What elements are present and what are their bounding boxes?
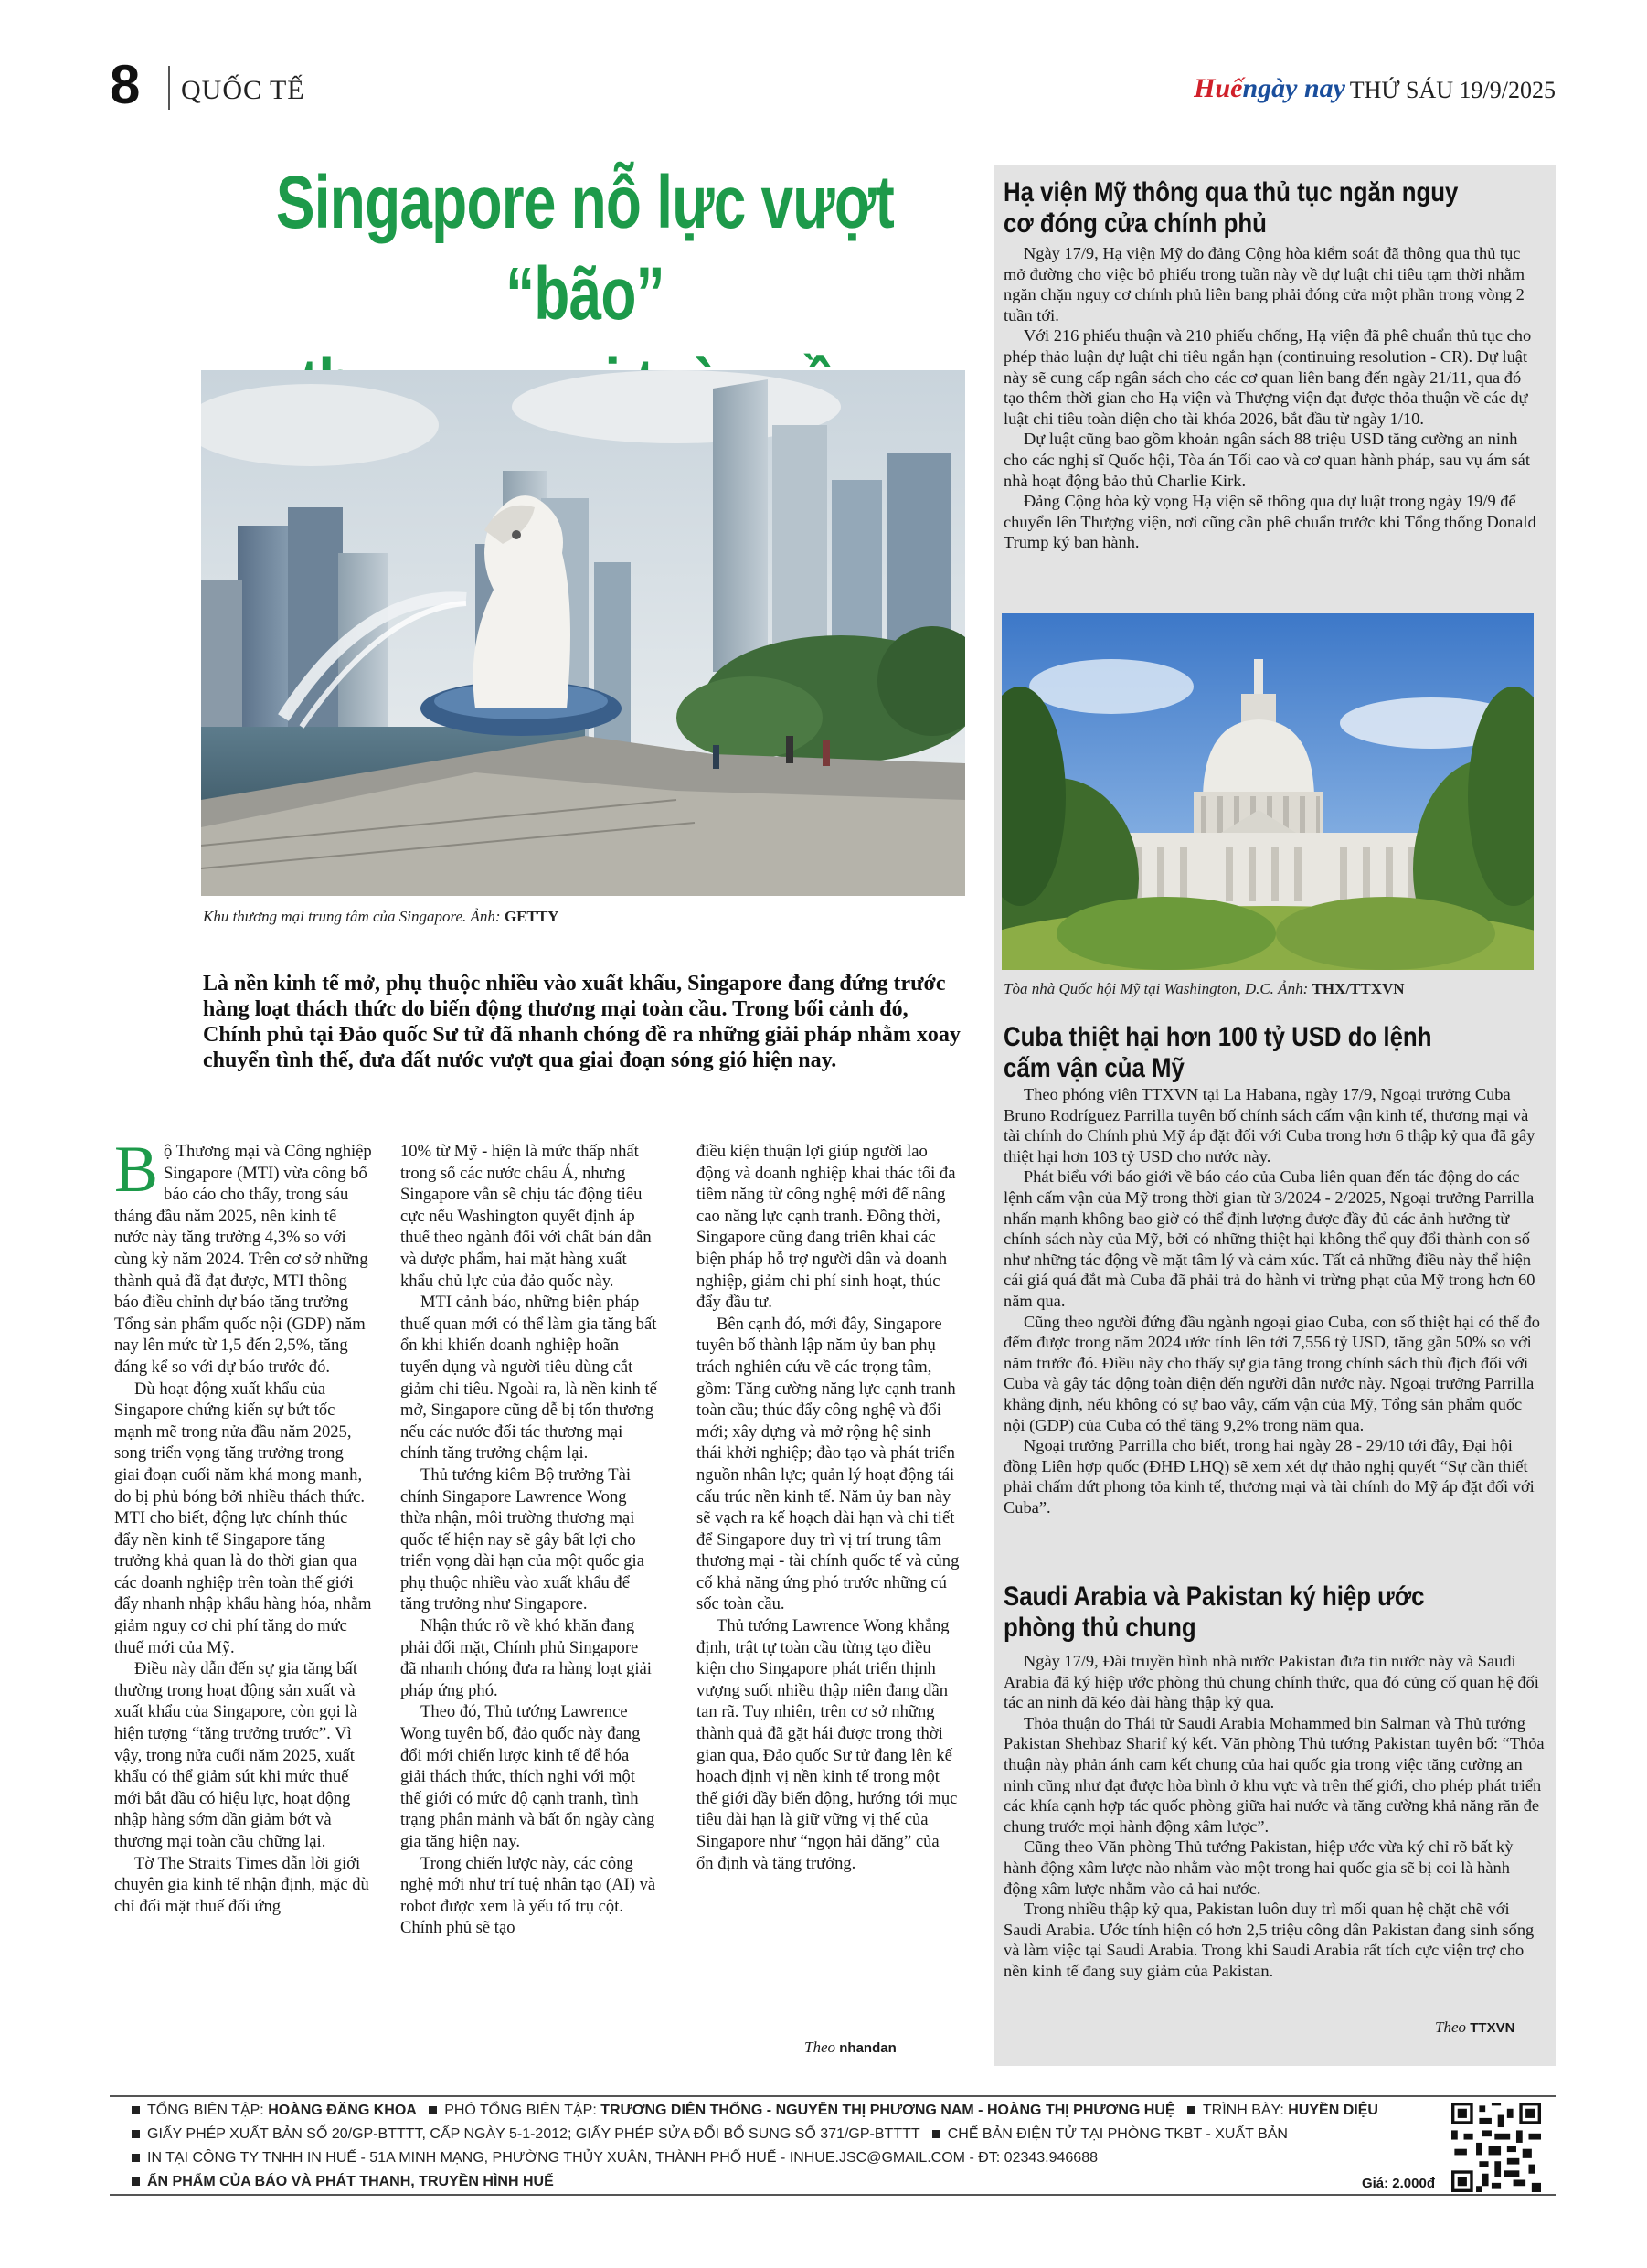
paragraph: Ngoại trưởng Parrilla cho biết, trong hai ngày 28 - 29/10 tới đây, Đại hội đồng Liên hợp quốc (ĐHĐ LHQ) sẽ xem xét dự thảo nghị quyết “Sự cần thiết phải chấm dứt phong tỏa kinh tế, thương mại và tài chính do Mỹ áp đặt đối với Cuba”.	[1004, 1436, 1535, 1517]
paragraph: Cũng theo người đứng đầu ngành ngoại giao Cuba, con số thiệt hại có thể đo đếm được trong năm 2024 ước tính lên tới 7,556 tỷ USD, tăng gần 50% so với năm trước đó. Điều này cho thấy sự gia tăng trong chính sách thù địch đối với Cuba và gây tác động toàn diện đến người dân nước này. Ngoại trưởng Parrilla khẳng định, nếu không có sự bao vây, cấm vận của Mỹ, Tổng sản phẩm quốc nội (GDP) của Cuba có thể tăng 9,2% trong năm qua.	[1004, 1312, 1540, 1434]
merlion-skyline-illustration	[201, 370, 965, 896]
bullet-square-icon	[932, 2130, 940, 2138]
paragraph: Điều này dẫn đến sự gia tăng bất thường trong hoạt động sản xuất và xuất khẩu của Singapore, còn gọi là hiện tượng “tăng trưởng trước”. Vì vậy, trong nửa cuối năm 2025, xuất khẩu có thể giảm sút khi mức thuế mới bắt đầu có hiệu lực, hoạt động nhập hàng sớm dần giảm bớt và thương mại toàn cầu chững lại.	[114, 1659, 357, 1851]
sidebar-byline-prefix: Theo	[1435, 2018, 1471, 2036]
footer-row-license	[132, 2126, 1288, 2143]
drop-cap: B	[114, 1133, 159, 1206]
paragraph: Thỏa thuận do Thái tử Saudi Arabia Mohammed bin Salman và Thủ tướng Pakistan Shehbaz Sharif ký kết. Văn phòng Thủ tướng Pakistan tuyên bố: “Thỏa thuận này phản ánh cam kết chung của hai quốc gia trong việc tăng cường an ninh cũng như đạt được hòa bình ở khu vực và trên thế giới, cho phép phát triển các khía cạnh hợp tác quốc phòng giữa hai nước và tăng cường khả năng răn đe chung trước mọi hành động xâm lược”.	[1004, 1713, 1545, 1836]
story-3-headline: Saudi Arabia và Pakistan ký hiệp ước phòng thủ chung	[1004, 1581, 1425, 1643]
layout-label: TRÌNH BÀY:	[1202, 2103, 1284, 2118]
bullet-square-icon	[429, 2106, 437, 2114]
license-text: GIẤY PHÉP XUẤT BẢN SỐ 20/GP-BTTTT, CẤP NGÀY 5-1-2012; GIẤY PHÉP SỬA ĐỔI BỔ SUNG SỐ 371/GP-BTTTT	[147, 2126, 920, 2142]
sidebar-byline	[1435, 2018, 1514, 2037]
article-byline	[804, 2039, 897, 2057]
deputy-names: TRƯƠNG DIÊN THỐNG - NGUYỄN THỊ PHƯƠNG NAM - HOÀNG THỊ PHƯƠNG HUỆ	[600, 2103, 1175, 2118]
page-header	[102, 54, 1556, 115]
paragraph	[114, 1133, 372, 1379]
paragraph: 10% từ Mỹ - hiện là mức thấp nhất trong số các nước châu Á, nhưng Singapore vẫn sẽ chịu tác động tiêu cực nếu Washington quyết định áp thuế theo ngành đối với chất bán dẫn và dược phẩm, hai mặt hàng xuất khẩu chủ lực của đảo quốc này.	[400, 1142, 652, 1291]
paragraph: Đảng Cộng hòa kỳ vọng Hạ viện sẽ thông qua dự luật trong ngày 19/9 để chuyển lên Thượng viện, nơi cũng cần phê chuẩn trước khi Tổng thống Donald Trump ký ban hành.	[1004, 492, 1536, 552]
editor-name: HOÀNG ĐĂNG KHOA	[268, 2103, 417, 2118]
story-1-body	[1004, 243, 1545, 553]
bullet-square-icon	[132, 2154, 140, 2162]
main-photo-caption	[203, 908, 558, 926]
bullet-square-icon	[1187, 2106, 1195, 2114]
publisher-text: ẤN PHẨM CỦA BÁO VÀ PHÁT THANH, TRUYỀN HÌNH HUẾ	[147, 2174, 554, 2189]
logo-part-a: Huế	[1194, 73, 1243, 103]
article-column-2	[400, 1141, 658, 1939]
paragraph: Theo đó, Thủ tướng Lawrence Wong tuyên bố, đảo quốc này đang đổi mới chiến lược kinh tế để hóa giải thách thức, thích nghi với một thế giới có mức độ cạnh tranh, tình trạng phân mảnh và bất ổn ngày càng gia tăng hiện nay.	[400, 1702, 655, 1851]
paragraph: Thủ tướng Lawrence Wong khẳng định, trật tự toàn cầu từng tạo điều kiện cho Singapore phát triển thịnh vượng suốt nhiều thập niên đang dần tan rã. Tuy nhiên, trên cơ sở những thành quả đã gặt hái được trong thời gian qua, Đảo quốc Sư tử đang lên kế hoạch định vị nền kinh tế trong một thế giới đầy biến động, hướng tới mục tiêu dài hạn là giữ vững vị thế của Singapore như “ngọn hải đăng” của ổn định và tăng trưởng.	[696, 1616, 958, 1873]
footer-row-editors	[132, 2103, 1378, 2119]
main-photo-caption-text: Khu thương mại trung tâm của Singapore. Ảnh:	[203, 908, 505, 925]
story-2-headline: Cuba thiệt hại hơn 100 tỷ USD do lệnh cấm vận của Mỹ	[1004, 1022, 1432, 1083]
print-method-text: CHẾ BẢN ĐIỆN TỬ TẠI PHÒNG TKBT - XUẤT BẢN	[947, 2126, 1288, 2142]
sidebar-byline-source: TTXVN	[1470, 2020, 1515, 2036]
paragraph: Trong chiến lược này, các công nghệ mới như trí tuệ nhân tạo (AI) và robot được xem là yếu tố trụ cột. Chính phủ sẽ tạo	[400, 1853, 656, 1938]
paragraph: Ngày 17/9, Đài truyền hình nhà nước Pakistan đưa tin nước này và Saudi Arabia đã ký hiệp ước phòng thủ chung chính thức, qua đó củng cố quan hệ đối tác an ninh đã kéo dài hàng thập kỷ qua.	[1004, 1652, 1539, 1712]
page-number: 8	[110, 54, 141, 115]
headline-line-1: Singapore nỗ lực vượt “bão”	[275, 161, 895, 335]
paragraph: Theo phóng viên TTXVN tại La Habana, ngày 17/9, Ngoại trưởng Cuba Bruno Rodríguez Parrilla tuyên bố chính sách cấm vận kinh tế, thương mại và tài chính do Chính phủ Mỹ áp đặt đối với Cuba trong hơn 6 thập kỷ qua đã gây thiệt hại hơn 103 tỷ USD cho nước này.	[1004, 1085, 1535, 1166]
paragraph: Phát biểu với báo giới về báo cáo của Cuba liên quan đến tác động do các lệnh cấm vận của Mỹ trong thời gian từ 3/2024 - 2/2025, Ngoại trưởng Parrilla nhấn mạnh không bao giờ có thể định lượng được đầy đủ các ảnh hưởng từ chính sách này của Mỹ, bởi có những thiệt hại không thể quy đổi thành con số như những tác động về mặt tâm lý và cảm xúc. Tất cả những điều này thể hiện cái giá quá đắt mà Cuba đã phải trả do hành vi trừng phạt của Mỹ trong hơn 60 năm qua.	[1004, 1167, 1535, 1310]
article-column-1	[114, 1133, 372, 1917]
paragraph: Dù hoạt động xuất khẩu của Singapore chứng kiến sự bứt tốc mạnh mẽ trong nửa đầu năm 2025, song triển vọng tăng trưởng trong giai đoạn cuối năm khá mong manh, do bị phủ bóng bởi nhiều thách thức. MTI cho biết, động lực chính thúc đẩy nền kinh tế Singapore tăng trưởng khả quan là do thời gian qua các doanh nghiệp trên toàn thế giới đẩy nhanh nhập khẩu hàng hóa, nhằm giảm nguy cơ chi phí tăng do mức thuế mới của Mỹ.	[114, 1379, 372, 1657]
bullet-square-icon	[132, 2177, 140, 2186]
story-2-body	[1004, 1084, 1545, 1517]
paragraph: Trong nhiều thập kỷ qua, Pakistan luôn duy trì mối quan hệ chặt chẽ với Saudi Arabia. Ước tính hiện có hơn 2,5 triệu công dân Pakistan đang sinh sống và làm việc tại Saudi Arabia. Trong khi Saudi Arabia rất tích cực viện trợ cho nền kinh tế đang suy giảm của Pakistan.	[1004, 1900, 1535, 1980]
price-label: Giá: 2.000đ	[1361, 2176, 1435, 2191]
capitol-photo-caption	[1004, 980, 1405, 998]
byline-prefix: Theo	[804, 2039, 840, 2056]
main-photo-credit: GETTY	[504, 908, 559, 925]
capitol-building-illustration	[1002, 613, 1534, 970]
article-column-3	[696, 1141, 960, 1874]
capitol-photo-credit: THX/TTXVN	[1312, 980, 1405, 997]
paragraph: Với 216 phiếu thuận và 210 phiếu chống, Hạ viện đã phê chuẩn thủ tục cho phép thảo luận dự luật chi tiêu ngắn hạn (continuing resolution - CR). Dự luật này sẽ cung cấp ngân sách cho các cơ quan liên bang đến ngày 21/11, qua đó tạo thêm thời gian cho Hạ viện và Thượng viện đạt được thỏa thuận về các dự luật chi tiêu toàn diện cho tài khóa 2026, bắt đầu từ ngày 1/10.	[1004, 326, 1532, 428]
newspaper-logo	[1194, 73, 1345, 104]
section-name: QUỐC TẾ	[181, 75, 305, 105]
singapore-photo	[201, 370, 965, 896]
header-divider	[168, 66, 170, 110]
editor-label: TỔNG BIÊN TẬP:	[147, 2103, 264, 2118]
qr-code-icon[interactable]	[1451, 2103, 1541, 2192]
paragraph: Dự luật cũng bao gồm khoản ngân sách 88 triệu USD tăng cường an ninh cho các nghị sĩ Quốc hội, Tòa án Tối cao và cơ quan hành pháp, sau vụ ám sát nhà hoạt động bảo thủ Charlie Kirk.	[1004, 430, 1530, 490]
story-1-headline: Hạ viện Mỹ thông qua thủ tục ngăn nguy cơ đóng cửa chính phủ	[1004, 177, 1459, 239]
bullet-square-icon	[132, 2130, 140, 2138]
layout-name: HUYỀN DIỆU	[1288, 2103, 1378, 2118]
capitol-caption-text: Tòa nhà Quốc hội Mỹ tại Washington, D.C. Ảnh:	[1004, 980, 1312, 997]
paragraph-text: ộ Thương mại và Công nghiệp Singapore (MTI) vừa công bố báo cáo cho thấy, trong sáu tháng đầu năm 2025, nền kinh tế nước này tăng trưởng 4,3% so với cùng kỳ năm 2024. Trên cơ sở những thành quả đã đạt được, MTI thông báo điều chỉnh dự báo tăng trưởng Tổng sản phẩm quốc nội (GDP) năm nay lên mức từ 1,5 đến 2,5%, tăng đáng kể so với dự báo trước đó.	[114, 1142, 372, 1377]
paragraph: Thủ tướng kiêm Bộ trưởng Tài chính Singapore Lawrence Wong thừa nhận, môi trường thương mại quốc tế hiện nay sẽ gây bất lợi cho triển vọng dài hạn của một quốc gia phụ thuộc nhiều vào xuất khẩu để tăng trưởng như Singapore.	[400, 1464, 644, 1614]
masthead-footer	[110, 2095, 1556, 2196]
paragraph: Cũng theo Văn phòng Thủ tướng Pakistan, hiệp ước vừa ký chỉ rõ bất kỳ hành động xâm lược nào nhằm vào một trong hai quốc gia sẽ bị coi là hành động xâm lược nhằm vào cả hai nước.	[1004, 1837, 1514, 1898]
article-lead: Là nền kinh tế mở, phụ thuộc nhiều vào xuất khẩu, Singapore đang đứng trước hàng loạt thách thức do biến động thương mại toàn cầu. Trong bối cảnh đó, Chính phủ tại Đảo quốc Sư tử đã nhanh chóng đề ra những giải pháp nhằm xoay chuyển tình thế, đưa đất nước vượt qua giai đoạn sóng gió hiện nay.	[203, 972, 961, 1072]
paragraph: điều kiện thuận lợi giúp người lao động và doanh nghiệp khai thác tối đa tiềm năng từ công nghệ mới để nâng cao năng lực cạnh tranh. Đồng thời, Singapore cũng đang triển khai các biện pháp hỗ trợ người dân và doanh nghiệp, giảm chi phí sinh hoạt, thúc đẩy đầu tư.	[696, 1142, 956, 1313]
footer-row-publisher	[132, 2174, 554, 2190]
issue-date: THỨ SÁU 19/9/2025	[1349, 77, 1556, 103]
paragraph: Bên cạnh đó, mới đây, Singapore tuyên bố thành lập năm ủy ban phụ trách nghiên cứu về các trọng tâm, gồm: Tăng cường năng lực cạnh tranh toàn cầu; thúc đẩy công nghệ và đổi mới; xây dựng và mở rộng hệ sinh thái khởi nghiệp; đào tạo và phát triển nguồn nhân lực; quản lý hoạt động tái cấu trúc nền kinh tế. Năm ủy ban này sẽ vạch ra kế hoạch dài hạn và chi tiết để Singapore duy trì vị trí trung tâm thương mại - tài chính quốc tế và củng cố khả năng ứng phó trước những cú sốc toàn cầu.	[696, 1314, 960, 1614]
byline-source: nhandan	[839, 2040, 897, 2056]
capitol-photo	[1002, 613, 1534, 970]
paragraph: Nhận thức rõ về khó khăn đang phải đối mặt, Chính phủ Singapore đã nhanh chóng đưa ra hàng loạt giải pháp ứng phó.	[400, 1616, 652, 1700]
deputy-label: PHÓ TỔNG BIÊN TẬP:	[444, 2103, 597, 2118]
bullet-square-icon	[132, 2106, 140, 2114]
paragraph: Tờ The Straits Times dẫn lời giới chuyên gia kinh tế nhận định, mặc dù chỉ đối mặt thuế đối ứng	[114, 1853, 369, 1916]
paragraph: MTI cảnh báo, những biện pháp thuế quan mới có thể làm gia tăng bất ổn khi khiến doanh nghiệp hoãn tuyển dụng và người tiêu dùng cắt giảm chi tiêu. Ngoài ra, là nền kinh tế mở, Singapore cũng dễ bị tổn thương nếu các nước đối tác thương mại chính tăng trưởng chậm lại.	[400, 1293, 657, 1464]
printer-text: IN TẠI CÔNG TY TNHH IN HUẾ - 51A MINH MẠNG, PHƯỜNG THỦY XUÂN, THÀNH PHỐ HUẾ - INHUE.JSC@GMAIL.COM - ĐT: 02343.946688	[147, 2150, 1098, 2166]
logo-part-b: ngày nay	[1242, 73, 1345, 103]
footer-row-printer	[132, 2150, 1098, 2167]
story-3-body	[1004, 1651, 1545, 1982]
paragraph: Ngày 17/9, Hạ viện Mỹ do đảng Cộng hòa kiểm soát đã thông qua thủ tục mở đường cho việc bỏ phiếu trong tuần này về dự luật chi tiêu tạm thời nhằm ngăn chặn nguy cơ chính phủ liên bang phải đóng cửa một phần trong vòng 2 tuần tới.	[1004, 244, 1525, 325]
